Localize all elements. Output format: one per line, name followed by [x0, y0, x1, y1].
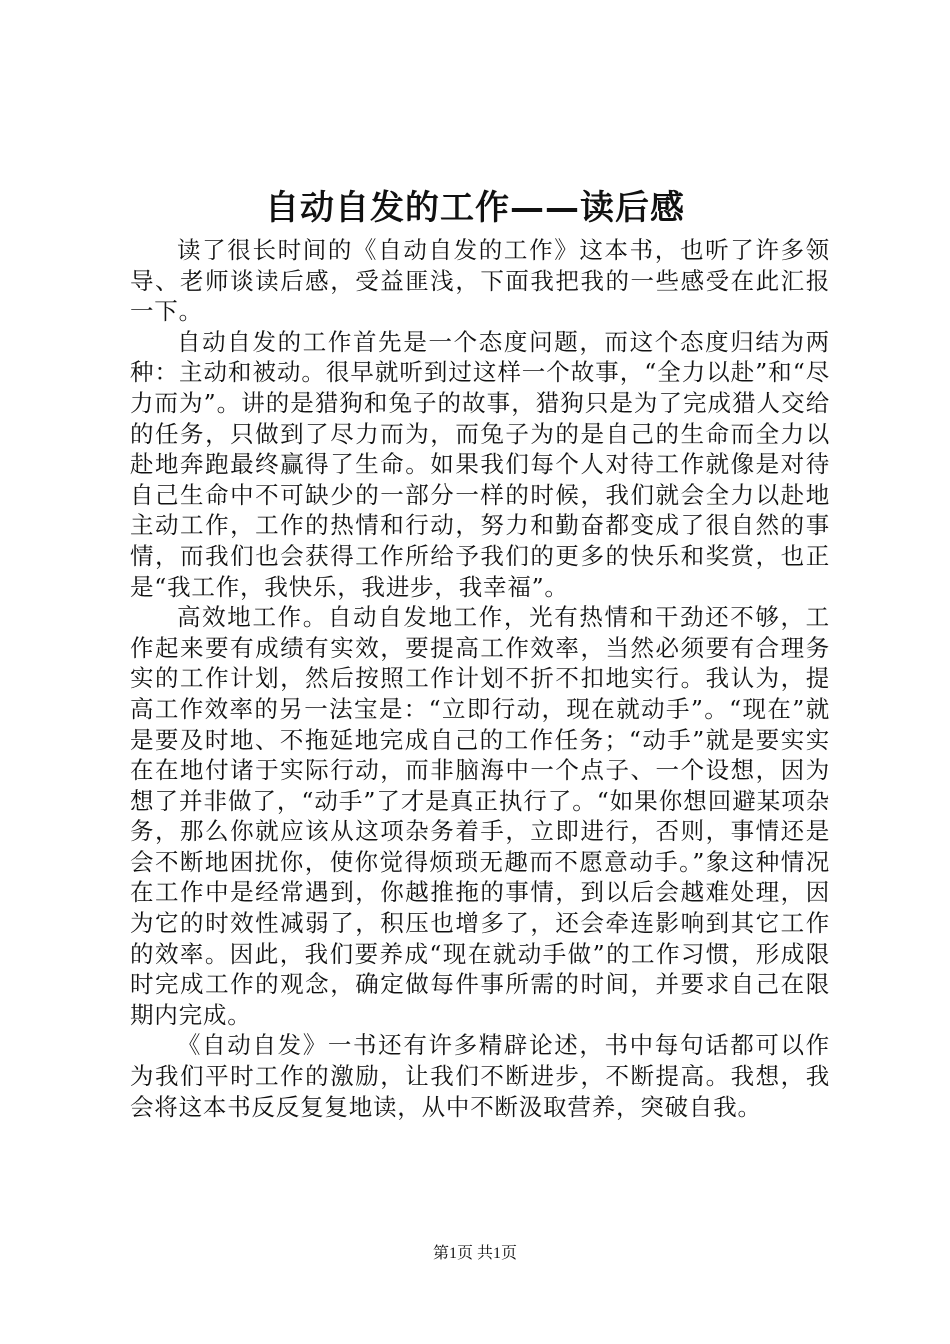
- paragraph-4: 《自动自发》一书还有许多精辟论述，书中每句话都可以作为我们平时工作的激励，让我们不断进步，不断提高。我想，我会将这本书反反复复地读，从中不断汲取营养，突破自我。: [130, 1031, 830, 1121]
- paragraph-2: 自动自发的工作首先是一个态度问题，而这个态度归结为两种：主动和被动。很早就听到过这样一个故事，“全力以赴”和“尽力而为”。讲的是猎狗和兔子的故事，猎狗只是为了完成猎人交给的任务，只做到了尽力而为，而兔子为的是自己的生命而全力以赴地奔跑最终赢得了生命。如果我们每个人对待工作就像是对待自己生命中不可缺少的一部分一样的时候，我们就会全力以赴地主动工作，工作的热情和行动，努力和勤奋都变成了很自然的事情，而我们也会获得工作所给予我们的更多的快乐和奖赏，也正是“我工作，我快乐，我进步，我幸福”。: [130, 327, 830, 601]
- page-number-footer: 第1页 共1页: [432, 1245, 517, 1262]
- paragraph-3: 高效地工作。自动自发地工作，光有热情和干劲还不够，工作起来要有成绩有实效，要提高工作效率，当然必须要有合理务实的工作计划，然后按照工作计划不折不扣地实行。我认为，提高工作效率的另一法宝是：“立即行动，现在就动手”。“现在”就是要及时地、不拖延地完成自己的工作任务；“动手”就是要实实在在地付诸于实际行动，而非脑海中一个点子、一个设想，因为想了并非做了，“动手”了才是真正执行了。“如果你想回避某项杂务，那么你就应该从这项杂务着手，立即进行，否则，事情还是会不断地困扰你，使你觉得烦琐无趣而不愿意动手。”象这种情况在工作中是经常遇到，你越推拖的事情，到以后会越难处理，因为它的时效性减弱了，积压也增多了，还会牵连影响到其它工作的效率。因此，我们要养成“现在就动手做”的工作习惯，形成限时完成工作的观念，确定做每件事所需的时间，并要求自己在限期内完成。: [130, 603, 830, 1029]
- document-body: [130, 235, 830, 1122]
- document-title: 自动自发的工作——读后感: [265, 188, 685, 228]
- paragraph-1: 读了很长时间的《自动自发的工作》这本书，也听了许多领导、老师谈读后感，受益匪浅，下面我把我的一些感受在此汇报一下。: [130, 236, 830, 326]
